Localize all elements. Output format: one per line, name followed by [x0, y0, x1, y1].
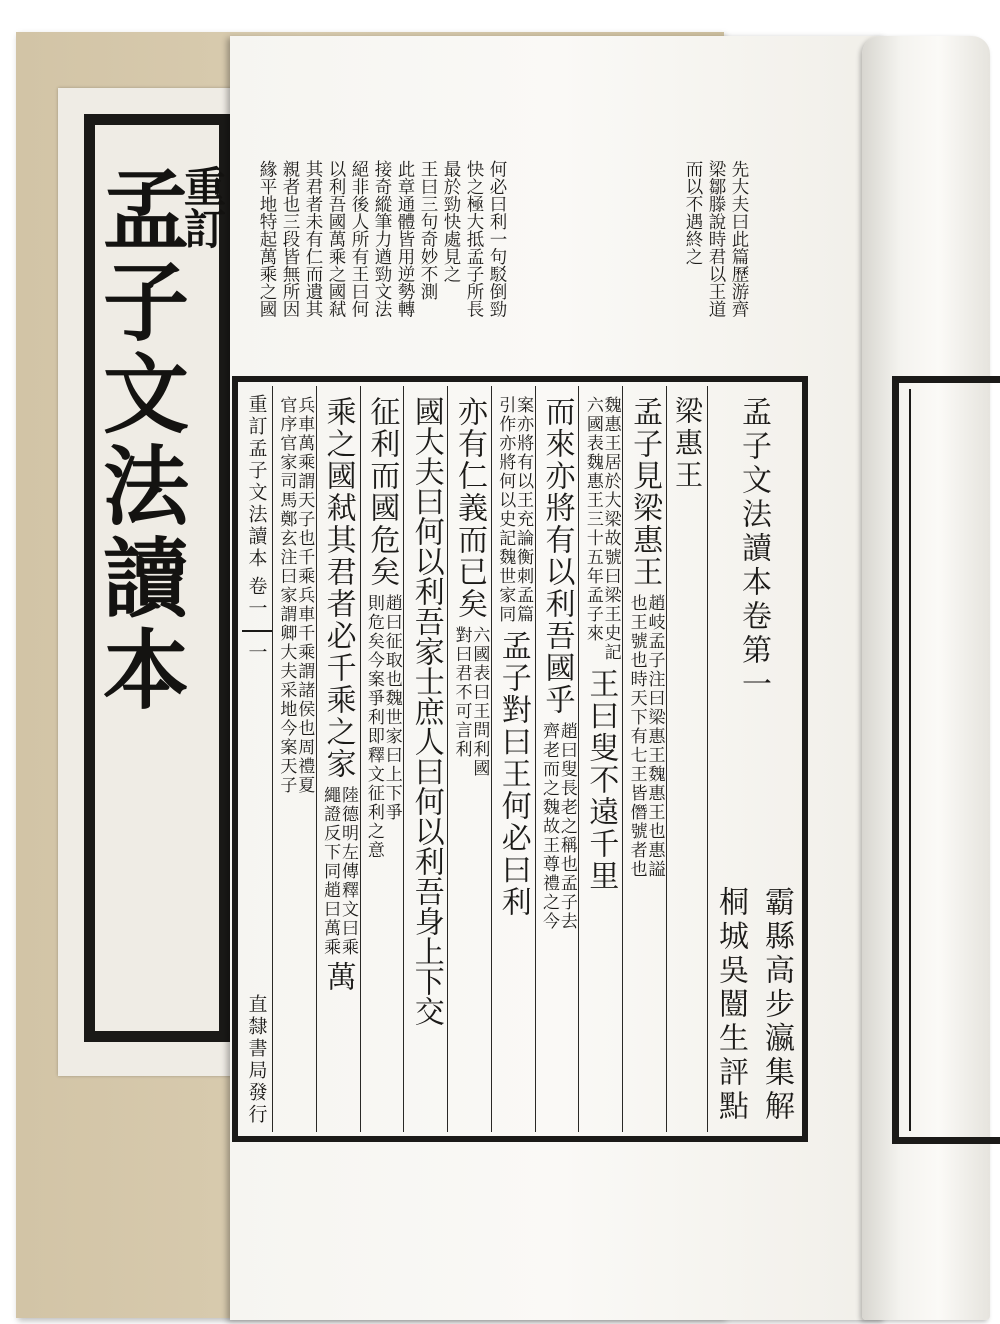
main-text: 乘之國弒其君者必千乘之家 [320, 396, 356, 780]
main-text: 而來亦將有以利吾國乎 [539, 396, 575, 716]
commentary [583, 396, 619, 662]
commentary-line: 齊老而之魏故王尊禮之今 [539, 722, 560, 931]
column-4 [491, 386, 535, 1132]
commentary-line: 引作亦將何以史記魏世家同 [495, 396, 516, 624]
running-juan: 卷一 [245, 576, 268, 620]
main-text: 王曰叟不遠千里 [583, 668, 619, 892]
margin-note-line: 何必曰利一句駁倒勁 [487, 160, 507, 318]
main-text: 孟子見梁惠王 [627, 396, 663, 588]
column-7 [360, 386, 404, 1132]
text-frame [232, 376, 808, 1142]
column-book-title [707, 386, 798, 1132]
commentary [364, 594, 400, 860]
commentary-line: 則危矣今案爭利即釋文征利之意 [363, 594, 384, 860]
commentary-line: 六國表魏惠王三十五年孟子來 [582, 396, 603, 643]
title-label-subtitle: 重訂 [178, 165, 227, 249]
commentary-line: 陸德明左傳釋文曰乘 [337, 786, 358, 957]
main-text-tail: 萬 [320, 961, 356, 993]
commentary [277, 396, 313, 795]
column-8 [316, 386, 360, 1132]
column-5 [447, 386, 491, 1132]
margin-note-line: 王曰三句奇妙不測 [418, 160, 438, 300]
margin-note-line: 而以不遇終之 [683, 160, 703, 265]
main-text: 國大夫曰何以利吾家士庶人曰何以利吾身上下交 [408, 396, 444, 1026]
publisher: 直隸書局發行 [245, 994, 268, 1126]
commentary-line: 案亦將有以王充論衡刺孟篇 [513, 396, 534, 624]
book-title: 孟子文法讀本卷第一 [736, 396, 771, 702]
column-2 [578, 386, 622, 1132]
commentary-line: 魏惠王居於大梁故號曰梁王史記 [600, 396, 621, 662]
commentary [495, 396, 534, 624]
commentary-line: 趙曰征取也魏世家曰上下爭 [381, 594, 402, 822]
main-text: 孟子對曰王何必曰利 [495, 630, 531, 918]
column-3 [535, 386, 579, 1132]
commentary-line: 官序官家司馬鄭玄注曰家謂卿大夫采地今案天子 [276, 396, 297, 795]
commentary [320, 786, 356, 957]
margin-note-right [682, 160, 749, 370]
commentary [627, 594, 663, 879]
title-label [58, 88, 258, 1076]
main-text: 征利而國危矣 [364, 396, 400, 588]
editor-line: 霸縣高步瀛集解 [759, 886, 794, 1124]
commentary-line: 趙曰叟長老之稱也孟子去 [556, 722, 577, 931]
editors [708, 886, 798, 1124]
column-chapter [666, 386, 707, 1132]
page-number: 一 [245, 642, 268, 664]
fishtail-divider [242, 630, 272, 632]
margin-note-line: 絕非後人所有王曰何 [349, 160, 369, 318]
margin-note-line: 最於勁快處見之 [441, 160, 461, 283]
column-1 [622, 386, 666, 1132]
column-6 [403, 386, 447, 1132]
column-9 [272, 386, 316, 1132]
commentary [452, 626, 488, 778]
margin-note-line: 快之極大抵孟子所長 [464, 160, 484, 318]
commentary-line: 趙岐孟子注曰梁惠王魏惠王也惠謚 [644, 594, 665, 879]
commentary-line: 也王號也時天下有七王皆僭號者也 [626, 594, 647, 879]
commentary-line: 兵車萬乘謂天子也千乘兵車千乘謂諸侯也周禮夏 [294, 396, 315, 795]
main-text: 亦有仁義而已矣 [451, 396, 487, 620]
margin-note-line: 親者也三段皆無所因 [280, 160, 300, 318]
title-label-frame [84, 114, 230, 1042]
chapter-title: 梁惠王 [671, 396, 704, 492]
margin-note-left [256, 160, 507, 370]
margin-note-line: 梁鄒滕說時君以王道 [706, 160, 726, 318]
commentary-line: 六國表曰王問利國 [469, 626, 490, 778]
commentary [539, 722, 575, 931]
fold-frame [892, 376, 1000, 1144]
margin-note-line: 先大夫曰此篇歷游齊 [729, 160, 749, 318]
margin-note-line: 以利吾國萬乘之國弒 [326, 160, 346, 318]
margin-note-line: 其君者未有仁而遺其 [303, 160, 323, 318]
margin-note-line: 此章通體皆用逆勢轉 [395, 160, 415, 318]
margin-note-line: 接奇縱筆力遒勁文法 [372, 160, 392, 318]
column-publisher [242, 386, 272, 1132]
commentary-line: 對曰君不可言利 [451, 626, 472, 759]
margin-note-line: 緣平地特起萬乘之國 [257, 160, 277, 318]
title-label-main: 孟子文法讀本 [88, 165, 189, 717]
editor-line: 桐城吳闓生評點 [713, 886, 748, 1124]
commentary-line: 繩證反下同趙曰萬乘 [320, 786, 341, 957]
running-title: 重訂孟子文法讀本 [245, 394, 268, 570]
